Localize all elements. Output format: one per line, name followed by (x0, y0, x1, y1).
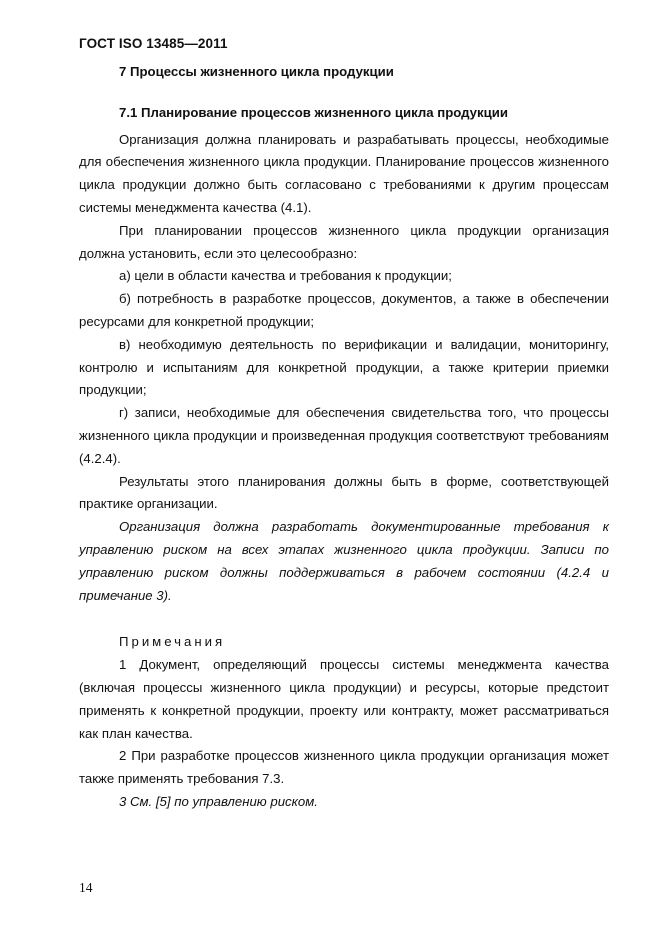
section-title: 7 Процессы жизненного цикла продукции (119, 64, 394, 79)
subsection-title: 7.1 Планирование процессов жизненного цикла продукции (119, 104, 508, 120)
document-body (79, 61, 609, 814)
paragraph: Результаты этого планирования должны быть в форме, соответствующей практике организации. (79, 473, 609, 512)
list-item: а) цели в области качества и требования к продукции; (119, 268, 452, 284)
paragraph: Организация должна планировать и разрабатывать процессы, необходимые для обеспечения жизненного цикла продукции. Планирование процессов жизненного цикла продукции должно быть согласовано с требованиями к другим процессам системы менеджмента качества (4.1). (79, 131, 609, 215)
page-number: 14 (79, 880, 93, 895)
list-item: в) необходимую деятельность по верификации и валидации, мониторингу, контролю и испытаниям для конкретной продукции, а также критерии приемки продукции; (79, 336, 609, 398)
list-item: г) записи, необходимые для обеспечения свидетельства того, что процессы жизненного цикла продукции и произведенная продукция соответствуют требованиям (4.2.4). (79, 405, 609, 466)
note-item: 1 Документ, определяющий процессы системы менеджмента качества (включая процессы жизненного цикла продукции) и ресурсы, которые предстоит применять к конкретной продукции, проекту или контракту, может рассматриваться как план качества. (79, 657, 609, 741)
italic-paragraph: Организация должна разработать документированные требования к управлению риском на всех этапах жизненного цикла продукции. Записи по управлению риском должны поддерживаться в рабочем состоянии (4.2.4 и примечание 3). (79, 519, 609, 603)
standard-header: ГОСТ ISO 13485—2011 (79, 36, 228, 51)
note-item: 2 При разработке процессов жизненного цикла продукции организация может также применять требования 7.3. (79, 748, 609, 787)
list-item: б) потребность в разработке процессов, документов, а также в обеспечении ресурсами для конкретной продукции; (79, 291, 609, 329)
paragraph: При планировании процессов жизненного цикла продукции организация должна установить, если это целесообразно: (79, 222, 609, 261)
note-item-italic: 3 См. [5] по управлению риском. (119, 793, 318, 809)
notes-title: Примечания (119, 634, 226, 650)
